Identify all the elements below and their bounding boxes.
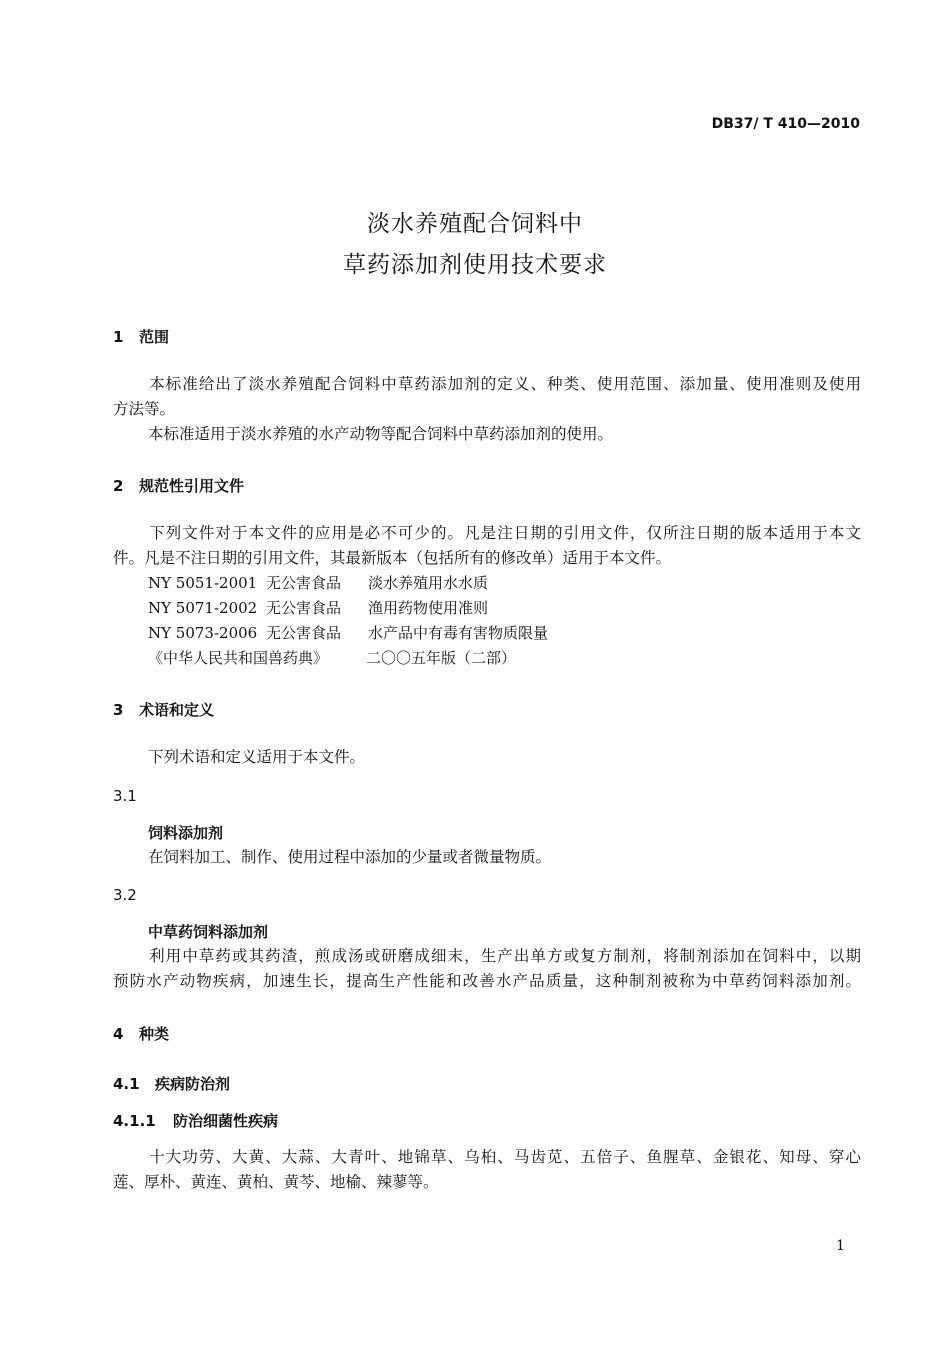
term-3-2-definition-line-2: 预防水产动物疾病，加速生长，提高生产性能和改善水产品质量，这种制剂被称为中草药饲料添加剂。 (113, 972, 861, 990)
document-title-line1: 淡水养殖配合饲料中 (367, 211, 583, 237)
section-number: 2 (113, 477, 124, 495)
standard-number: DB37/ T 410—2010 (711, 116, 860, 132)
section-2-paragraph-line-1: 下列文件对于本文件的应用是必不可少的。凡是注日期的引用文件，仅所注日期的版本适用于本文 (148, 524, 861, 542)
term-3-1-name: 饲料添加剂 (148, 824, 224, 842)
section-2-heading (113, 475, 244, 496)
reference-code: NY 5051-2001 (148, 574, 258, 592)
reference-title: 水产品中有毒有害物质限量 (368, 624, 549, 642)
section-1-paragraph-1-line-1: 本标准给出了淡水养殖配合饲料中草药添加剂的定义、种类、使用范围、添加量、使用准则及使用 (148, 375, 861, 393)
section-4-1-1-text-line-2: 莲、厚朴、黄连、黄柏、黄芩、地榆、辣蓼等。 (113, 1173, 439, 1191)
reference-name: 《中华人民共和国兽药典》 (148, 649, 329, 667)
section-title: 防治细菌性疾病 (173, 1112, 279, 1130)
section-number: 4 (113, 1025, 124, 1043)
reference-code: NY 5071-2002 (148, 599, 258, 617)
section-title: 范围 (139, 328, 170, 346)
term-3-2-number: 3.2 (113, 886, 137, 904)
reference-item (148, 621, 548, 646)
reference-item (148, 571, 488, 596)
section-4-1-heading (113, 1073, 230, 1094)
reference-title: 淡水养殖用水水质 (368, 574, 489, 592)
section-number: 4.1.1 (113, 1112, 156, 1130)
term-3-2-name: 中草药饲料添加剂 (148, 923, 269, 941)
reference-item (148, 646, 516, 671)
section-number: 1 (113, 328, 124, 346)
section-4-heading (113, 1023, 169, 1044)
section-3-intro: 下列术语和定义适用于本文件。 (148, 748, 366, 766)
reference-edition: 二〇〇五年版（二部） (366, 649, 517, 667)
section-number: 4.1 (113, 1075, 140, 1093)
section-title: 术语和定义 (139, 701, 215, 719)
section-title: 规范性引用文件 (139, 477, 245, 495)
section-4-1-1-heading (113, 1110, 278, 1131)
reference-title: 渔用药物使用准则 (368, 599, 489, 617)
reference-category: 无公害食品 (266, 599, 342, 617)
reference-item (148, 596, 488, 621)
section-title: 疾病防治剂 (155, 1075, 231, 1093)
section-number: 3 (113, 701, 124, 719)
document-title-line2: 草药添加剂使用技术要求 (343, 252, 607, 278)
term-3-2-definition-line-1: 利用中草药或其药渣，煎成汤或研磨成细末，生产出单方或复方制剂，将制剂添加在饲料中，以期 (148, 947, 861, 965)
section-2-paragraph-line-2: 件。凡是不注日期的引用文件，其最新版本（包括所有的修改单）适用于本文件。 (113, 549, 672, 567)
page-number: 1 (836, 1238, 845, 1254)
term-3-1-definition: 在饲料加工、制作、使用过程中添加的少量或者微量物质。 (148, 848, 552, 866)
section-4-1-1-text-line-1: 十大功劳、大黄、大蒜、大青叶、地锦草、乌桕、马齿苋、五倍子、鱼腥草、金银花、知母、穿心 (148, 1148, 861, 1166)
section-3-heading (113, 699, 214, 720)
reference-code: NY 5073-2006 (148, 624, 258, 642)
term-3-1-number: 3.1 (113, 787, 137, 805)
section-1-paragraph-2: 本标准适用于淡水养殖的水产动物等配合饲料中草药添加剂的使用。 (148, 425, 614, 443)
section-title: 种类 (139, 1025, 170, 1043)
reference-category: 无公害食品 (266, 574, 342, 592)
reference-category: 无公害食品 (266, 624, 342, 642)
section-1-paragraph-1-line-2: 方法等。 (113, 400, 176, 418)
section-1-heading (113, 326, 169, 347)
